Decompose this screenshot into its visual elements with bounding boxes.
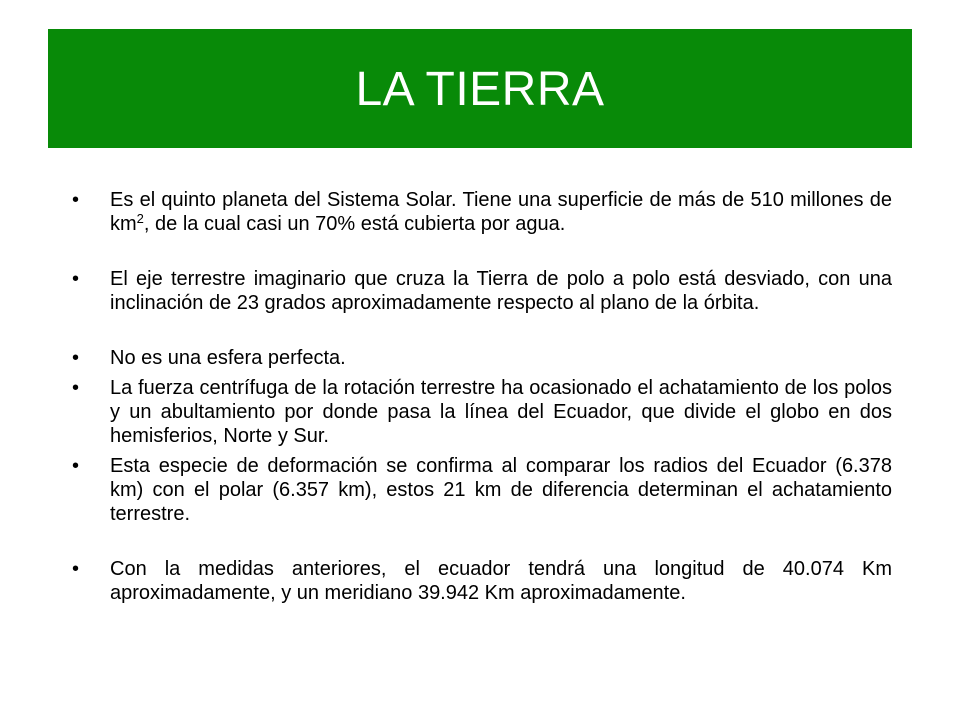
bullet-text-6: Con la medidas anteriores, el ecuador tendrá una longitud de 40.074 Km aproximadamente, y un meridiano 39.942 Km aproximadamente. — [110, 558, 892, 604]
bullet-list — [72, 188, 892, 605]
bullet-text-4: La fuerza centrífuga de la rotación terrestre ha ocasionado el achatamiento de los polos y un abultamiento por donde pasa la línea del Ecuador, que divide el globo en dos hemisferios, Norte y Sur. — [110, 377, 892, 447]
bullet-text-5: Esta especie de deformación se confirma al comparar los radios del Ecuador (6.378 km) con el polar (6.357 km), estos 21 km de diferencia determinan el achatamiento terrestre. — [110, 455, 892, 525]
title-banner — [48, 29, 912, 148]
bullet-item-3 — [72, 346, 892, 370]
bullet-text-3: No es una esfera perfecta. — [110, 347, 346, 369]
bullet-text-2: El eje terrestre imaginario que cruza la Tierra de polo a polo está desviado, con una inclinación de 23 grados aproximadamente respecto al plano de la órbita. — [110, 268, 892, 314]
bullet-item-2 — [72, 267, 892, 315]
slide-title: LA TIERRA — [355, 63, 605, 116]
bullet-text-1-part-2: , de la cual casi un 70% está cubierta por agua. — [143, 213, 566, 235]
bullet-dot-icon: • — [72, 268, 80, 290]
bullet-dot-icon: • — [72, 558, 80, 580]
bullet-dot-icon: • — [72, 189, 80, 211]
bullet-item-1 — [72, 188, 892, 236]
bullet-dot-icon: • — [72, 455, 80, 477]
bullet-item-6 — [72, 557, 892, 605]
bullet-dot-icon: • — [72, 377, 80, 399]
bullet-item-5 — [72, 454, 892, 526]
superscript-2: 2 — [136, 211, 144, 226]
bullet-text-1-part-1: Es el quinto planeta del Sistema Solar. Tiene una superficie de más de 510 millones de km — [110, 189, 892, 235]
bullet-item-4 — [72, 376, 892, 448]
bullet-dot-icon: • — [72, 347, 80, 369]
